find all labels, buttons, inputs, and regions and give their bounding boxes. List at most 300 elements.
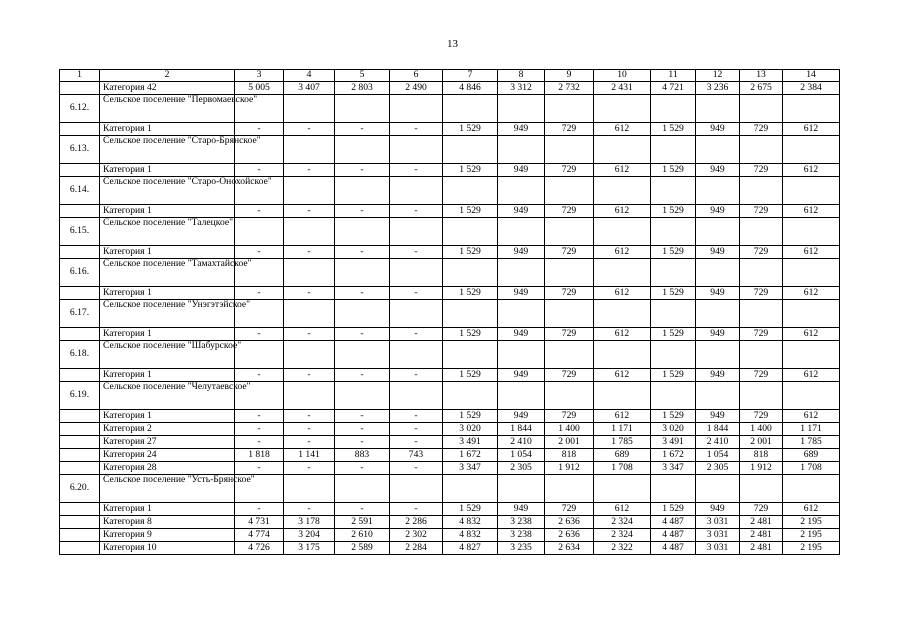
row-number [60,503,100,516]
value-cell [651,475,696,503]
value-cell [335,382,390,410]
value-cell [390,300,443,328]
value-cell: - [235,423,284,436]
row-number [60,529,100,542]
table-row [60,328,840,341]
tariff-table [59,69,840,555]
value-cell: 949 [696,328,740,341]
category-name: Категория 24 [100,449,235,462]
value-cell: 3 312 [498,82,545,95]
table-row [60,164,840,177]
value-cell: - [284,246,335,259]
value-cell: 612 [594,503,651,516]
value-cell: - [235,462,284,475]
value-cell [235,341,284,369]
table-row [60,529,840,542]
value-cell: 612 [594,328,651,341]
value-cell: 3 236 [696,82,740,95]
value-cell [740,95,783,123]
value-cell: 1 529 [443,410,498,423]
value-cell [696,218,740,246]
value-cell: 1 785 [594,436,651,449]
value-cell: 2 732 [545,82,594,95]
value-cell: 1 818 [235,449,284,462]
value-cell [284,95,335,123]
table-row [60,205,840,218]
table-row [60,82,840,95]
value-cell: 729 [545,246,594,259]
value-cell: 883 [335,449,390,462]
value-cell [335,136,390,164]
row-number [60,328,100,341]
category-name: Категория 1 [100,410,235,423]
value-cell: 729 [545,369,594,382]
value-cell [335,259,390,287]
value-cell: 1 529 [651,246,696,259]
value-cell [740,300,783,328]
value-cell: 2 591 [335,516,390,529]
value-cell: - [335,328,390,341]
value-cell [498,259,545,287]
value-cell [390,136,443,164]
value-cell [594,300,651,328]
row-number [60,246,100,259]
value-cell [443,177,498,205]
value-cell [651,300,696,328]
value-cell: - [390,328,443,341]
table-row [60,449,840,462]
settlement-name: Сельское поселение "Первомаевское" [100,95,235,123]
table-row [60,423,840,436]
value-cell: - [335,503,390,516]
row-number [60,423,100,436]
category-name: Категория 1 [100,164,235,177]
row-number [60,410,100,423]
table-row [60,287,840,300]
value-cell: 949 [498,123,545,136]
value-cell: - [284,423,335,436]
value-cell: - [284,328,335,341]
value-cell: 3 407 [284,82,335,95]
value-cell: 3 020 [443,423,498,436]
value-cell: 2 589 [335,542,390,555]
column-number-13: 13 [740,70,783,82]
value-cell [651,136,696,164]
settlement-name: Сельское поселение "Челутаевское" [100,382,235,410]
value-cell: 1 529 [443,164,498,177]
value-cell [498,341,545,369]
value-cell [545,259,594,287]
value-cell [443,95,498,123]
value-cell: 1 672 [651,449,696,462]
value-cell: - [335,164,390,177]
section-row [60,259,840,287]
value-cell [783,259,840,287]
value-cell: 3 491 [443,436,498,449]
value-cell: 1 400 [545,423,594,436]
value-cell: 1 708 [783,462,840,475]
column-number-14: 14 [783,70,840,82]
value-cell: - [235,287,284,300]
category-name: Категория 9 [100,529,235,542]
value-cell: 1 529 [443,246,498,259]
value-cell [335,300,390,328]
value-cell [390,177,443,205]
value-cell: - [335,410,390,423]
value-cell: - [335,287,390,300]
section-row [60,95,840,123]
value-cell: - [390,462,443,475]
value-cell: 949 [696,369,740,382]
value-cell: 2 286 [390,516,443,529]
row-number [60,449,100,462]
value-cell: 2 324 [594,516,651,529]
value-cell: 2 324 [594,529,651,542]
settlement-name: Сельское поселение "Талецкое" [100,218,235,246]
row-number: 6.12. [60,95,100,123]
value-cell: 2 803 [335,82,390,95]
value-cell [443,300,498,328]
value-cell [498,136,545,164]
value-cell: 2 481 [740,529,783,542]
value-cell: 1 529 [651,410,696,423]
value-cell: 2 410 [696,436,740,449]
row-number: 6.13. [60,136,100,164]
value-cell: - [390,503,443,516]
value-cell: 2 322 [594,542,651,555]
value-cell: 3 031 [696,516,740,529]
value-cell: 2 410 [498,436,545,449]
value-cell: 729 [740,123,783,136]
value-cell: 612 [783,410,840,423]
category-name: Категория 1 [100,369,235,382]
value-cell [594,475,651,503]
column-number-7: 7 [443,70,498,82]
value-cell [443,259,498,287]
value-cell: 2 481 [740,516,783,529]
value-cell: 2 284 [390,542,443,555]
value-cell [740,218,783,246]
value-cell [390,218,443,246]
value-cell: 612 [783,328,840,341]
value-cell: 949 [696,410,740,423]
settlement-name: Сельское поселение "Усть-Брянское" [100,475,235,503]
column-number-5: 5 [335,70,390,82]
value-cell [594,382,651,410]
value-cell: 4 846 [443,82,498,95]
value-cell: - [235,369,284,382]
value-cell: 729 [545,287,594,300]
value-cell [498,300,545,328]
value-cell: 1 171 [783,423,840,436]
value-cell [498,382,545,410]
value-cell: 4 774 [235,529,284,542]
value-cell: - [235,410,284,423]
value-cell [783,218,840,246]
value-cell: 1 529 [443,328,498,341]
value-cell [594,177,651,205]
row-number [60,82,100,95]
value-cell [335,95,390,123]
value-cell: - [335,462,390,475]
value-cell: 2 195 [783,542,840,555]
row-number: 6.20. [60,475,100,503]
value-cell: - [284,164,335,177]
value-cell [696,475,740,503]
value-cell [545,382,594,410]
value-cell: 2 305 [696,462,740,475]
value-cell: 1 529 [651,287,696,300]
value-cell: 3 178 [284,516,335,529]
value-cell: 4 832 [443,516,498,529]
row-number [60,369,100,382]
value-cell: 729 [740,410,783,423]
row-number: 6.17. [60,300,100,328]
value-cell [335,177,390,205]
settlement-name: Сельское поселение "Старо-Брянское" [100,136,235,164]
value-cell: 3 175 [284,542,335,555]
value-cell: - [284,123,335,136]
value-cell: 612 [594,287,651,300]
value-cell: 949 [696,164,740,177]
value-cell [284,136,335,164]
value-cell: 1 529 [443,287,498,300]
value-cell: 1 529 [651,123,696,136]
value-cell: 729 [740,369,783,382]
value-cell [443,136,498,164]
value-cell: 612 [783,369,840,382]
value-cell: 729 [740,503,783,516]
value-cell: 818 [545,449,594,462]
value-cell: 3 491 [651,436,696,449]
value-cell: 743 [390,449,443,462]
row-number: 6.15. [60,218,100,246]
value-cell: 729 [740,205,783,218]
value-cell: - [335,423,390,436]
value-cell: 1 785 [783,436,840,449]
value-cell [696,341,740,369]
value-cell [545,95,594,123]
value-cell: - [335,205,390,218]
value-cell [545,475,594,503]
row-number [60,516,100,529]
value-cell: 612 [783,287,840,300]
value-cell [696,382,740,410]
value-cell [651,95,696,123]
value-cell: - [390,423,443,436]
value-cell: 1 672 [443,449,498,462]
value-cell: 729 [545,410,594,423]
category-name: Категория 1 [100,503,235,516]
value-cell: 612 [594,123,651,136]
value-cell: - [390,287,443,300]
row-number: 6.16. [60,259,100,287]
value-cell: 2 634 [545,542,594,555]
column-number-9: 9 [545,70,594,82]
value-cell [740,177,783,205]
value-cell [783,177,840,205]
value-cell: 729 [740,246,783,259]
value-cell [235,218,284,246]
value-cell: - [284,462,335,475]
value-cell [498,475,545,503]
value-cell: 2 302 [390,529,443,542]
value-cell: 729 [545,503,594,516]
value-cell [594,259,651,287]
value-cell: 2 636 [545,529,594,542]
settlement-name: Сельское поселение "Тамахтайское" [100,259,235,287]
value-cell: 2 610 [335,529,390,542]
value-cell [284,341,335,369]
value-cell: 612 [783,503,840,516]
value-cell: 612 [783,123,840,136]
column-number-11: 11 [651,70,696,82]
value-cell: - [335,436,390,449]
value-cell: 3 238 [498,516,545,529]
value-cell [335,341,390,369]
value-cell: 729 [545,123,594,136]
value-cell: 2 481 [740,542,783,555]
value-cell: 2 195 [783,516,840,529]
section-row [60,382,840,410]
value-cell: 4 731 [235,516,284,529]
category-name: Категория 10 [100,542,235,555]
value-cell [335,475,390,503]
value-cell [696,95,740,123]
table-body [60,70,840,555]
settlement-name: Сельское поселение "Унэгэтэйское" [100,300,235,328]
column-number-2: 2 [100,70,235,82]
value-cell: 1 529 [651,328,696,341]
value-cell: 1 708 [594,462,651,475]
value-cell: - [235,164,284,177]
value-cell: 1 912 [545,462,594,475]
value-cell: 1 171 [594,423,651,436]
column-number-6: 6 [390,70,443,82]
value-cell [390,259,443,287]
value-cell: 729 [740,287,783,300]
category-name: Категория 1 [100,328,235,341]
value-cell: 4 487 [651,529,696,542]
value-cell: - [390,246,443,259]
value-cell: 949 [498,287,545,300]
settlement-name: Сельское поселение "Старо-Онохойское" [100,177,235,205]
value-cell: 3 204 [284,529,335,542]
value-cell: 1 529 [443,503,498,516]
category-name: Категория 1 [100,287,235,300]
value-cell [390,382,443,410]
value-cell: 949 [498,164,545,177]
value-cell: 729 [545,164,594,177]
value-cell: - [390,123,443,136]
value-cell: - [284,287,335,300]
value-cell [284,259,335,287]
value-cell: 1 844 [696,423,740,436]
value-cell [545,300,594,328]
value-cell: 2 431 [594,82,651,95]
value-cell [783,136,840,164]
category-name: Категория 28 [100,462,235,475]
value-cell [651,259,696,287]
value-cell: 1 054 [696,449,740,462]
value-cell: - [235,123,284,136]
category-name: Категория 2 [100,423,235,436]
value-cell: 1 912 [740,462,783,475]
value-cell [651,177,696,205]
value-cell [740,136,783,164]
value-cell [390,341,443,369]
value-cell [498,95,545,123]
value-cell: 612 [594,164,651,177]
value-cell [783,300,840,328]
value-cell: - [284,503,335,516]
value-cell: 3 031 [696,529,740,542]
value-cell [545,177,594,205]
value-cell [740,341,783,369]
value-cell: - [235,205,284,218]
value-cell: 2 384 [783,82,840,95]
value-cell: 729 [740,328,783,341]
value-cell [594,136,651,164]
value-cell: - [390,164,443,177]
category-name: Категория 1 [100,205,235,218]
value-cell: 1 529 [651,164,696,177]
value-cell: 729 [545,205,594,218]
value-cell: 1 529 [443,205,498,218]
value-cell: 612 [594,369,651,382]
table-row [60,123,840,136]
value-cell: 3 238 [498,529,545,542]
value-cell [443,341,498,369]
page-number: 13 [447,38,458,50]
category-name: Категория 27 [100,436,235,449]
table-row [60,436,840,449]
value-cell [335,218,390,246]
table-row [60,462,840,475]
value-cell: 612 [594,246,651,259]
value-cell: - [390,205,443,218]
value-cell: 949 [498,246,545,259]
value-cell: 612 [594,205,651,218]
value-cell: - [284,205,335,218]
row-number [60,287,100,300]
value-cell: 949 [498,205,545,218]
section-row [60,218,840,246]
category-name: Категория 1 [100,246,235,259]
value-cell [498,177,545,205]
value-cell [783,341,840,369]
value-cell: 949 [498,369,545,382]
value-cell: 4 827 [443,542,498,555]
value-cell: - [335,369,390,382]
table-row [60,369,840,382]
value-cell: 1 529 [443,369,498,382]
column-number-1: 1 [60,70,100,82]
value-cell: - [390,436,443,449]
value-cell [651,382,696,410]
value-cell [284,475,335,503]
row-number: 6.19. [60,382,100,410]
value-cell: 5 005 [235,82,284,95]
value-cell: 4 487 [651,542,696,555]
value-cell: 949 [696,287,740,300]
value-cell [284,218,335,246]
row-number [60,542,100,555]
value-cell: - [335,246,390,259]
value-cell: 2 675 [740,82,783,95]
value-cell [696,136,740,164]
value-cell [740,382,783,410]
